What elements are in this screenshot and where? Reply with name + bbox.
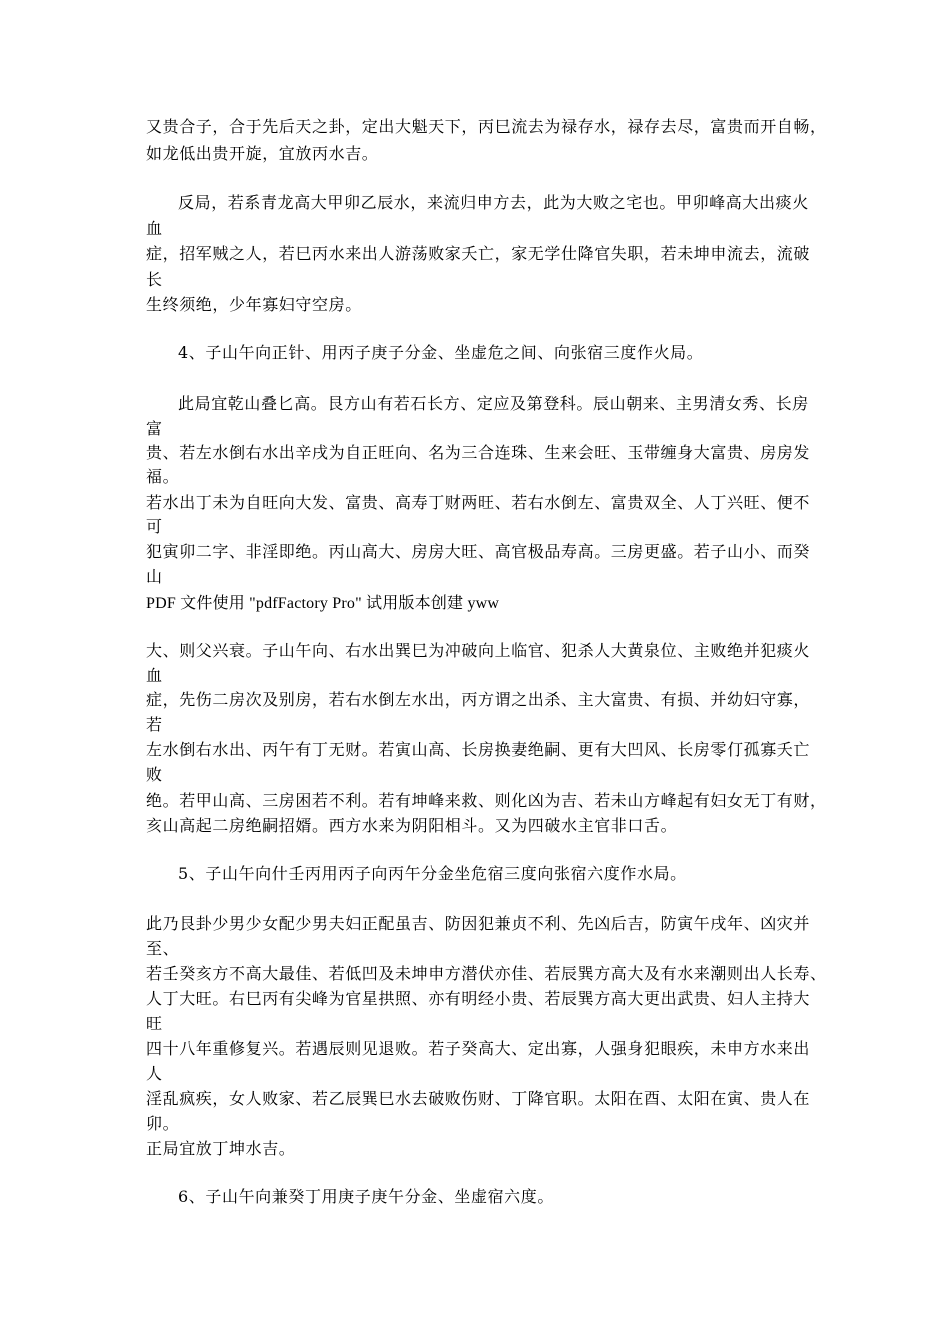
text-line: 大、则父兴衰。子山午向、右水出巽巳为冲破向上临官、犯杀人大黄泉位、主败绝并犯痰火 — [146, 641, 811, 660]
section-heading: 4、子山午向正针、用丙子庚子分金、坐虚危之间、向张宿三度作火局。 — [178, 343, 704, 362]
text-line: 如龙低出贵开旋，宜放丙水吉。 — [146, 144, 379, 163]
text-line: 亥山高起二房绝嗣招婿。西方水来为阴阳相斗。又为四破水主官非口舌。 — [146, 816, 678, 835]
text-line: 此乃艮卦少男少女配少男夫妇正配虽吉、防因犯兼贞不利、先凶后吉，防寅午戌年、凶灾并 — [146, 914, 811, 933]
text-line: 贵、若左水倒右水出辛戌为自正旺向、名为三合连珠、生来会旺、玉带缠身大富贵、房房发 — [146, 443, 811, 462]
text-line: 卯。 — [146, 1114, 180, 1133]
text-line: 人 — [146, 1064, 163, 1083]
text-line: 旺 — [146, 1014, 163, 1033]
text-line: 可 — [146, 517, 163, 536]
text-line: 败 — [146, 765, 163, 784]
text-line: 血 — [146, 666, 163, 685]
text-line: 正局宜放丁坤水吉。 — [146, 1139, 296, 1158]
section-heading: 6、子山午向兼癸丁用庚子庚午分金、坐虚宿六度。 — [178, 1187, 554, 1206]
text-line: 至、 — [146, 939, 180, 958]
text-line: 犯寅卯二字、非淫即绝。丙山高大、房房大旺、高官极品寿高。三房更盛。若子山小、而癸 — [146, 542, 811, 561]
text-line: 反局，若系青龙高大甲卯乙辰水，来流归申方去，此为大败之宅也。甲卯峰高大出痰火 — [178, 193, 809, 212]
text-line: 若 — [146, 715, 163, 734]
text-line: 富 — [146, 419, 163, 438]
pdf-watermark-footer: PDF 文件使用 "pdfFactory Pro" 试用版本创建 yww — [146, 595, 500, 612]
text-line: 山 — [146, 567, 163, 586]
text-line: 福。 — [146, 467, 180, 486]
text-line: 左水倒右水出、丙午有丁无财。若寅山高、长房换妻绝嗣、更有大凹风、长房零仃孤寡夭亡 — [146, 740, 811, 759]
text-line: 症，先伤二房次及别房，若右水倒左水出，丙方谓之出杀、主大富贵、有损、并幼妇守寡， — [146, 690, 811, 709]
section-heading: 5、子山午向什壬丙用丙子向丙午分金坐危宿三度向张宿六度作水局。 — [178, 864, 687, 883]
text-line: 若壬癸亥方不高大最佳、若低凹及未坤申方潜伏亦佳、若辰巽方高大及有水来潮则出人长寿、 — [146, 964, 827, 983]
text-line: 又贵合子，合于先后天之卦，定出大魁天下，丙巳流去为禄存水，禄存去尽，富贵而开自畅， — [146, 117, 827, 136]
text-line: 人丁大旺。右巳丙有尖峰为官星拱照、亦有明经小贵、若辰巽方高大更出武贵、妇人主持大 — [146, 989, 811, 1008]
text-line: 症，招军贼之人，若巳丙水来出人游荡败家夭亡，家无学仕降官失职，若未坤申流去，流破 — [146, 244, 811, 263]
text-line: 若水出丁未为自旺向大发、富贵、高寿丁财两旺、若右水倒左、富贵双全、人丁兴旺、便不 — [146, 493, 811, 512]
text-line: 血 — [146, 219, 163, 238]
text-line: 淫乱疯疾，女人败家、若乙辰巽巳水去破败伤财、丁降官职。太阳在酉、太阳在寅、贵人在 — [146, 1089, 811, 1108]
text-line: 四十八年重修复兴。若遇辰则见退败。若子癸高大、定出寡，人强身犯眼疾，未申方水来出 — [146, 1039, 811, 1058]
text-line: 绝。若甲山高、三房困若不利。若有坤峰来救、则化凶为吉、若未山方峰起有妇女无丁有财， — [146, 791, 827, 810]
text-line: 生终须绝，少年寡妇守空房。 — [146, 295, 362, 314]
text-line: 此局宜乾山叠匕高。艮方山有若石长方、定应及第登科。辰山朝来、主男清女秀、长房 — [178, 394, 809, 413]
text-line: 长 — [146, 270, 163, 289]
